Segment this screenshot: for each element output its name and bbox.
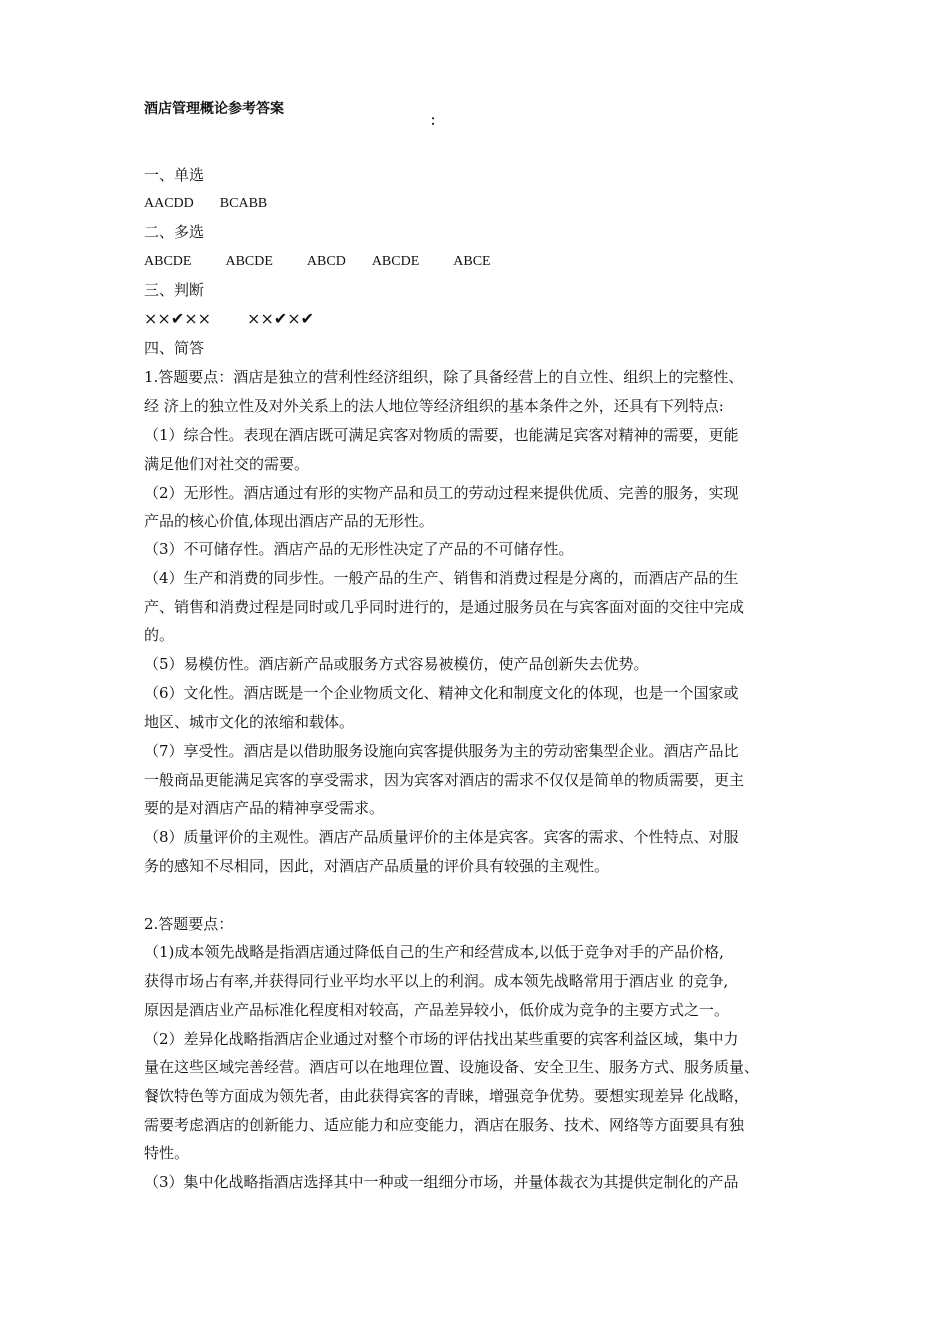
- answer-line: （4）生产和消费的同步性。一般产品的生产、销售和消费过程是分离的，而酒店产品的生: [144, 569, 739, 587]
- answer-line: （6）文化性。酒店既是一个企业物质文化、精神文化和制度文化的体现，也是一个国家或: [144, 684, 739, 702]
- title-mark: ：: [430, 114, 444, 129]
- answer-group: ABCE: [453, 254, 491, 269]
- answer-line: 特性。: [144, 1144, 190, 1162]
- answer-line: 务的感知不尽相同，因此，对酒店产品质量的评价具有较强的主观性。: [144, 857, 610, 875]
- answer-line: （2）差异化战略指酒店企业通过对整个市场的评估找出某些重要的宾客利益区域，集中力: [144, 1030, 739, 1048]
- document-title: 酒店管理概论参考答案: [144, 101, 284, 117]
- answer-line: 1.答题要点：酒店是独立的营利性经济组织，除了具备经营上的自立性、组织上的完整性、: [144, 368, 744, 386]
- answer-line: 要的是对酒店产品的精神享受需求。: [144, 799, 385, 817]
- answer-line: 的。: [144, 626, 175, 644]
- section-heading-single-choice: 一、单选: [144, 166, 205, 184]
- answer-group: BCABB: [219, 196, 268, 211]
- answer-group: AACDD: [144, 196, 194, 211]
- answer-line: 需要考虑酒店的创新能力、适应能力和应变能力，酒店在服务、技术、网络等方面要具有独: [144, 1116, 745, 1134]
- answer-line: （2）无形性。酒店通过有形的实物产品和员工的劳动过程来提供优质、完善的服务，实现: [144, 484, 739, 502]
- single-choice-answers: [144, 194, 267, 214]
- answer-line: 产品的核心价值,体现出酒店产品的无形性。: [144, 512, 434, 530]
- answer-group: ××✔××: [144, 309, 212, 328]
- answer-line: 产、销售和消费过程是同时或几乎同时进行的，是通过服务员在与宾客面对面的交往中完成: [144, 598, 745, 616]
- answer-group: ××✔×✔: [247, 309, 315, 328]
- multi-choice-answers: [144, 252, 491, 272]
- answer-line: （3）不可储存性。酒店产品的无形性决定了产品的不可储存性。: [144, 540, 574, 558]
- answer-line: 一般商品更能满足宾客的享受需求，因为宾客对酒店的需求不仅仅是简单的物质需要，更主: [144, 771, 745, 789]
- answer-group: ABCDE: [225, 254, 273, 269]
- section-heading-true-false: 三、判断: [144, 281, 205, 299]
- answer-line: （5）易模仿性。酒店新产品或服务方式容易被模仿，使产品创新失去优势。: [144, 655, 649, 673]
- answer-line: 满足他们对社交的需要。: [144, 455, 310, 473]
- answer-line: （3）集中化战略指酒店选择其中一种或一组细分市场，并量体裁衣为其提供定制化的产品: [144, 1173, 739, 1191]
- answer-line: （1)成本领先战略是指酒店通过降低自己的生产和经营成本,以低于竞争对手的产品价格,: [144, 943, 724, 961]
- answer-line: 2.答题要点：: [144, 915, 234, 933]
- section-heading-short-answer: 四、简答: [144, 339, 205, 357]
- answer-line: 地区、城市文化的浓缩和载体。: [144, 713, 355, 731]
- answer-line: 量在这些区域完善经营。酒店可以在地理位置、设施设备、安全卫生、服务方式、服务质量、: [144, 1058, 760, 1076]
- section-heading-multi-choice: 二、多选: [144, 223, 205, 241]
- answer-line: 原因是酒店业产品标准化程度相对较高，产品差异较小，低价成为竞争的主要方式之一。: [144, 1001, 730, 1019]
- true-false-answers: [144, 309, 314, 329]
- answer-line: 餐饮特色等方面成为领先者，由此获得宾客的青睐，增强竞争优势。要想实现差异 化战略，: [144, 1087, 749, 1105]
- answer-line: （8）质量评价的主观性。酒店产品质量评价的主体是宾客。宾客的需求、个性特点、对服: [144, 828, 739, 846]
- answer-line: （1）综合性。表现在酒店既可满足宾客对物质的需要，也能满足宾客对精神的需要，更能: [144, 426, 739, 444]
- answer-group: ABCDE: [371, 254, 420, 269]
- answer-group: ABCD: [306, 254, 346, 269]
- answer-line: 经 济上的独立性及对外关系上的法人地位等经济组织的基本条件之外，还具有下列特点:: [144, 397, 724, 415]
- answer-group: ABCDE: [144, 254, 192, 269]
- answer-line: 获得市场占有率,并获得同行业平均水平以上的利润。成本领先战略常用于酒店业 的竞争,: [144, 972, 729, 990]
- answer-line: （7）享受性。酒店是以借助服务设施向宾客提供服务为主的劳动密集型企业。酒店产品比: [144, 742, 739, 760]
